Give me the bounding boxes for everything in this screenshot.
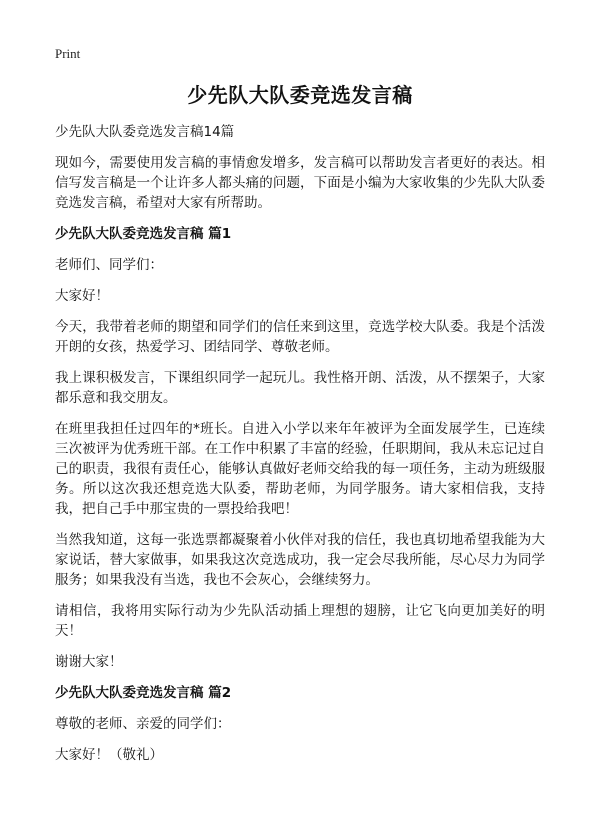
- print-label: Print: [55, 46, 81, 61]
- body-paragraph: 今天，我带着老师的期望和同学们的信任来到这里，竞选学校大队委。我是个活泼开朗的女孩，热爱学习、团结同学、尊敬老师。: [55, 319, 545, 355]
- closing: 谢谢大家！: [55, 654, 123, 670]
- section-heading: 少先队大队委竞选发言稿 篇1: [55, 226, 232, 242]
- body-paragraph: 请相信，我将用实际行动为少先队活动插上理想的翅膀，让它飞向更加美好的明天！: [55, 603, 545, 639]
- greeting: 大家好！: [55, 288, 109, 304]
- section-heading: 少先队大队委竞选发言稿 篇2: [55, 685, 232, 701]
- body-paragraph: 我上课积极发言，下课组织同学一起玩儿。我性格开朗、活泼，从不摆架子，大家都乐意和我交朋友。: [55, 370, 545, 406]
- page-title: 少先队大队委竞选发言稿: [187, 83, 413, 107]
- body-paragraph: 当然我知道，这每一张选票都凝聚着小伙伴对我的信任，我也真切地希望我能为大家说话，替大家做事，如果我这次竞选成功，我一定会尽我所能，尽心尽力为同学服务；如果我没有当选，我也不会灰心，会继续努力。: [55, 532, 545, 588]
- salutation: 尊敬的老师、亲爱的同学们：: [55, 716, 231, 732]
- section-2: [55, 683, 545, 765]
- salutation: 老师们、同学们：: [55, 257, 163, 273]
- document-subtitle: 少先队大队委竞选发言稿14篇: [55, 124, 235, 140]
- greeting: 大家好！（敬礼）: [55, 747, 163, 763]
- intro-paragraph: 现如今，需要使用发言稿的事情愈发增多，发言稿可以帮助发言者更好的表达。相信写发言稿是一个让许多人都头痛的问题，下面是小编为大家收集的少先队大队委竞选发言稿，希望对大家有所帮助。: [55, 155, 545, 211]
- section-1: [55, 224, 545, 672]
- body-paragraph: 在班里我担任过四年的*班长。自进入小学以来年年被评为全面发展学生，已连续三次被评为优秀班干部。在工作中积累了丰富的经验，任职期间，我从未忘记过自己的职责，我很有责任心，能够认真做好老师交给我的每一项任务，主动为班级服务。所以这次我还想竞选大队委，帮助老师，为同学服务。请大家相信我，支持我，把自己手中那宝贵的一票投给我吧！: [55, 421, 545, 517]
